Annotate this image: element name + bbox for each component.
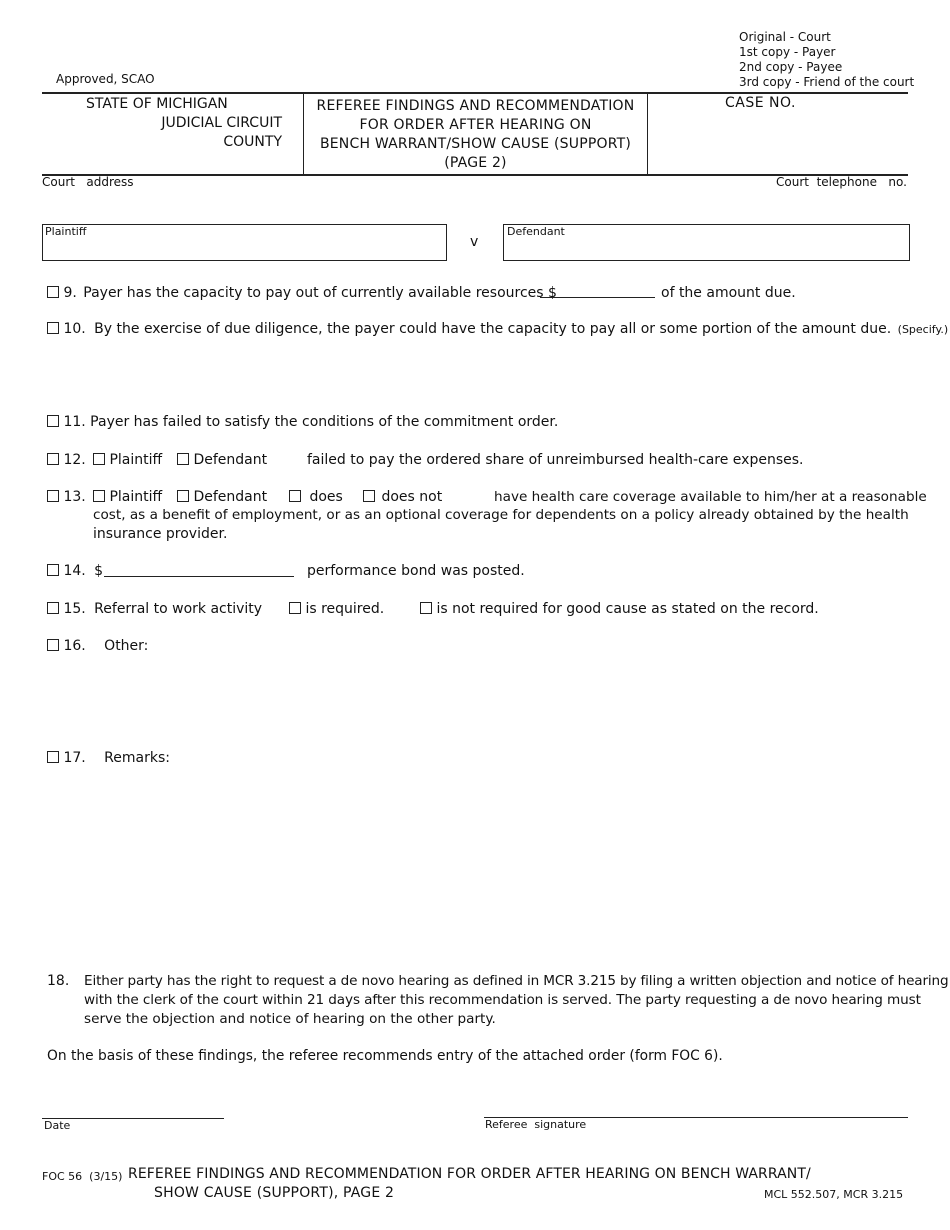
item-13-text-1: have health care coverage available to him/her at a reasonable	[494, 489, 927, 505]
item-17-checkbox[interactable]	[47, 751, 59, 763]
copy-first: 1st copy - Payer	[739, 45, 836, 59]
item-18-number: 18.	[47, 973, 70, 989]
item-12-defendant-option	[177, 452, 267, 468]
item-13-checkbox[interactable]	[47, 490, 59, 502]
case-number-label: CASE NO.	[725, 95, 796, 111]
item-14	[47, 563, 103, 579]
item-11-checkbox[interactable]	[47, 415, 59, 427]
item-17	[47, 750, 170, 766]
item-14-checkbox[interactable]	[47, 564, 59, 576]
item-10-number: 10.	[63, 321, 86, 337]
item-13-plaintiff-checkbox[interactable]	[93, 490, 105, 502]
item-17-number: 17.	[63, 750, 86, 766]
item-13-plaintiff-label: Plaintiff	[109, 489, 163, 505]
item-13-does-option	[289, 489, 343, 505]
defendant-label: Defendant	[507, 225, 565, 238]
court-address-label: Court address	[42, 175, 134, 189]
date-label: Date	[44, 1119, 71, 1132]
item-10-specify: (Specify.)	[897, 323, 949, 336]
item-13	[47, 489, 86, 505]
item-15-text: Referral to work activity	[94, 601, 263, 617]
item-15-not-required-checkbox[interactable]	[420, 602, 432, 614]
item-12-plaintiff-checkbox[interactable]	[93, 453, 105, 465]
footer-citation: MCL 552.507, MCR 3.215	[764, 1188, 904, 1201]
item-13-text-3: insurance provider.	[93, 526, 228, 542]
item-9-checkbox[interactable]	[47, 286, 59, 298]
item-10	[47, 321, 948, 337]
item-16	[47, 638, 148, 654]
form-title-line-3: BENCH WARRANT/SHOW CAUSE (SUPPORT)	[319, 136, 632, 152]
item-15-number: 15.	[63, 601, 86, 617]
signature-label: Referee signature	[485, 1118, 587, 1131]
copy-original: Original - Court	[739, 30, 831, 44]
item-9-amount-field[interactable]	[540, 297, 655, 298]
item-15-checkbox[interactable]	[47, 602, 59, 614]
approved-note: Approved, SCAO	[56, 72, 155, 86]
item-12-plaintiff-option	[93, 452, 162, 468]
copy-third: 3rd copy - Friend of the court	[739, 75, 915, 89]
item-11	[47, 414, 558, 430]
form-title-line-2: FOR ORDER AFTER HEARING ON	[359, 117, 592, 133]
item-12-defendant-label: Defendant	[193, 452, 268, 468]
form-title-line-1: REFEREE FINDINGS AND RECOMMENDATION	[316, 98, 635, 114]
item-16-number: 16.	[63, 638, 86, 654]
item-15-required-label: is required.	[305, 601, 385, 617]
header-divider-right	[647, 93, 648, 175]
item-9-number: 9.	[63, 285, 77, 301]
defendant-field[interactable]	[503, 224, 910, 261]
item-13-defendant-checkbox[interactable]	[177, 490, 189, 502]
item-10-checkbox[interactable]	[47, 322, 59, 334]
item-10-text: By the exercise of due diligence, the payer could have the capacity to pay all or some portion of the amount due.	[94, 321, 892, 337]
item-9-suffix: of the amount due.	[661, 285, 796, 301]
item-13-number: 13.	[63, 489, 86, 505]
court-location	[44, 95, 282, 152]
header-top-rule	[42, 92, 908, 94]
item-12-number: 12.	[63, 452, 86, 468]
item-18-line-1: Either party has the right to request a de novo hearing as defined in MCR 3.215 by filing a written objection and notice of hearing	[84, 973, 949, 989]
item-13-defendant-label: Defendant	[193, 489, 268, 505]
item-16-checkbox[interactable]	[47, 639, 59, 651]
item-15-not-required-label: is not required for good cause as stated on the record.	[436, 601, 819, 617]
item-13-does-not-option	[363, 489, 442, 505]
item-13-does-label: does	[309, 489, 343, 505]
item-18-line-3: serve the objection and notice of hearing on the other party.	[84, 1011, 496, 1027]
item-14-text: performance bond was posted.	[307, 563, 525, 579]
copy-distribution	[739, 30, 914, 90]
footer-title-1: REFEREE FINDINGS AND RECOMMENDATION FOR ORDER AFTER HEARING ON BENCH WARRANT/	[128, 1166, 811, 1182]
item-12-defendant-checkbox[interactable]	[177, 453, 189, 465]
basis-statement: On the basis of these findings, the referee recommends entry of the attached order (form FOC 6).	[47, 1048, 723, 1064]
item-15-not-required-option	[420, 601, 819, 617]
plaintiff-field[interactable]	[42, 224, 447, 261]
item-15-required-checkbox[interactable]	[289, 602, 301, 614]
item-12-plaintiff-label: Plaintiff	[109, 452, 163, 468]
item-17-text: Remarks:	[104, 750, 170, 766]
item-12-checkbox[interactable]	[47, 453, 59, 465]
item-16-text: Other:	[104, 638, 149, 654]
county-label: COUNTY	[223, 134, 282, 150]
form-title-line-4: (PAGE 2)	[444, 155, 507, 171]
item-14-dollar: $	[94, 563, 104, 579]
state-label: STATE OF MICHIGAN	[86, 96, 228, 112]
court-telephone-label: Court telephone no.	[776, 175, 907, 189]
copy-second: 2nd copy - Payee	[739, 60, 843, 74]
item-9-text: Payer has the capacity to pay out of currently available resources $	[83, 285, 557, 301]
item-11-text: Payer has failed to satisfy the conditions of the commitment order.	[90, 414, 559, 430]
item-12	[47, 452, 86, 468]
item-9	[47, 285, 557, 301]
item-13-text-2: cost, as a benefit of employment, or as an optional coverage for dependents on a policy already obtained by the health	[93, 507, 909, 523]
item-13-does-not-checkbox[interactable]	[363, 490, 375, 502]
item-13-plaintiff-option	[93, 489, 162, 505]
circuit-label: JUDICIAL CIRCUIT	[161, 115, 282, 131]
item-18-line-2: with the clerk of the court within 21 days after this recommendation is served. The party requesting a de novo hearing must	[84, 992, 921, 1008]
item-13-does-not-label: does not	[381, 489, 443, 505]
item-13-defendant-option	[177, 489, 267, 505]
item-12-text: failed to pay the ordered share of unreimbursed health-care expenses.	[307, 452, 804, 468]
item-15-required-option	[289, 601, 384, 617]
plaintiff-label: Plaintiff	[45, 225, 87, 238]
item-14-amount-field[interactable]	[104, 576, 294, 577]
item-15	[47, 601, 262, 617]
item-14-number: 14.	[63, 563, 86, 579]
item-13-does-checkbox[interactable]	[289, 490, 301, 502]
versus-label: v	[470, 234, 479, 250]
form-id: FOC 56 (3/15)	[42, 1170, 123, 1183]
form-title	[304, 97, 647, 173]
footer-title-2: SHOW CAUSE (SUPPORT), PAGE 2	[154, 1185, 395, 1201]
item-11-number: 11.	[63, 414, 86, 430]
